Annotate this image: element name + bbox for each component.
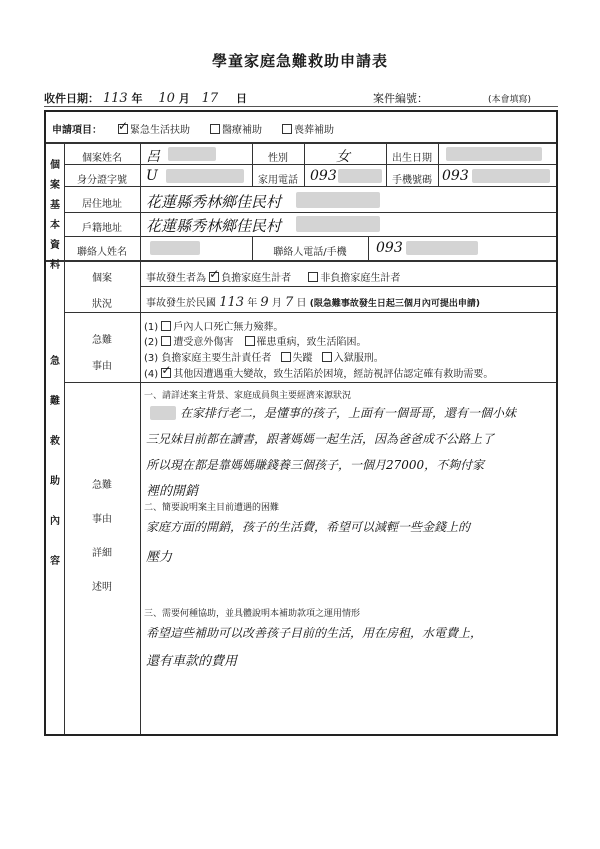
- role-option-label: 非負擔家庭生計者: [320, 273, 401, 284]
- id-label: 身分證字號: [77, 175, 127, 186]
- receipt-month-unit: 月: [178, 92, 190, 105]
- form-title: 學童家庭急難救助申請表: [211, 52, 388, 70]
- detail-2-line-1: 家庭方面的開銷，孩子的生活費，希望可以減輕一些金錢上的: [146, 520, 471, 534]
- application-form: [44, 110, 558, 736]
- reason-num: (3): [144, 353, 159, 364]
- redacted-name: [168, 147, 216, 161]
- detail-label-4: 述明: [92, 582, 112, 593]
- checkbox-checked-icon[interactable]: [209, 272, 219, 282]
- checkbox-icon[interactable]: [281, 352, 291, 362]
- reason-item-1: [144, 318, 283, 333]
- status-role-prefix: 事故發生者為: [146, 273, 206, 284]
- redacted-subject-name: [150, 406, 176, 420]
- apply-items-label: 申請項目：: [52, 125, 102, 136]
- reason-option-label: 戶內人口死亡無力殮葬。: [173, 322, 284, 333]
- apply-option-label: 緊急生活扶助: [130, 125, 190, 136]
- role-option-label: 負擔家庭生計者: [221, 273, 292, 284]
- checkbox-checked-icon[interactable]: [161, 368, 171, 378]
- receipt-date-label: 收件日期：: [44, 92, 99, 105]
- checkbox-icon[interactable]: [210, 124, 220, 134]
- apply-option-funeral[interactable]: [282, 121, 334, 136]
- apply-option-label: 醫療補助: [222, 125, 262, 136]
- incident-day-unit: 日: [296, 298, 307, 309]
- redacted-address: [296, 192, 380, 208]
- contact-phone-label: 聯絡人電話/手機: [273, 247, 347, 258]
- home-phone-value: 093: [310, 168, 337, 184]
- reason-label-b: 事由: [92, 361, 112, 372]
- checkbox-icon[interactable]: [282, 124, 292, 134]
- detail-section-2-heading: 二、簡要說明案主目前遭遇的困難: [144, 503, 280, 513]
- mobile-value: 093: [442, 168, 469, 184]
- receipt-year: 113: [102, 91, 128, 106]
- address-label: 居住地址: [82, 199, 122, 210]
- incident-year: 113: [219, 295, 245, 310]
- reason-item-3: [144, 349, 384, 364]
- apply-option-label: 喪葬補助: [294, 125, 334, 136]
- home-phone-label: 家用電話: [258, 175, 298, 186]
- redacted-contact-name: [150, 241, 200, 255]
- incident-date-prefix: 事故發生於民國: [146, 298, 216, 309]
- receipt-day: 17: [201, 91, 219, 106]
- reason-item-4: [144, 365, 493, 380]
- registered-address-value: 花蓮縣秀林鄉佳民村: [146, 217, 282, 235]
- detail-3-line-1: 希望這些補助可以改善孩子目前的生活，用在房租，水電費上，: [146, 626, 483, 640]
- redacted-phone: [338, 169, 382, 183]
- reason-num: (1): [144, 322, 159, 333]
- redacted-birth: [446, 147, 542, 161]
- gender-label: 性別: [268, 153, 288, 164]
- detail-section-1-heading: 一、請詳述案主背景、家庭成員與主要經濟來源狀況: [144, 391, 352, 401]
- detail-label-1: 急難: [92, 480, 112, 491]
- redacted-contact-phone: [406, 241, 478, 255]
- incident-day: 7: [285, 295, 294, 310]
- detail-1-line-1: 在家排行老二，是懂事的孩子，上面有一個哥哥，還有一個小妹: [180, 406, 517, 420]
- incident-month-unit: 月: [271, 298, 282, 309]
- reason-option-label: 罹患重病，致生活陷困。: [256, 337, 367, 348]
- reason-prefix: 負擔家庭主要生計責任者: [161, 353, 272, 364]
- reason-option[interactable]: [161, 369, 493, 380]
- address-value: 花蓮縣秀林鄉佳民村: [146, 193, 282, 211]
- contact-name-label: 聯絡人姓名: [77, 247, 127, 258]
- checkbox-icon[interactable]: [161, 336, 171, 346]
- incident-year-unit: 年: [247, 298, 258, 309]
- detail-1-line-2: 三兄妹目前都在讀書，跟著媽媽一起生活，因為爸爸成不公路上了: [146, 432, 495, 446]
- status-label-b: 狀況: [92, 299, 112, 310]
- redacted-registered-address: [296, 216, 380, 232]
- role-option-breadwinner[interactable]: [209, 273, 291, 284]
- incident-month: 9: [260, 295, 269, 310]
- reason-option[interactable]: [161, 337, 233, 348]
- detail-1-line-4: 裡的開銷: [146, 484, 199, 499]
- status-role-row: [146, 269, 400, 284]
- case-number-note: (本會填寫): [488, 95, 532, 105]
- apply-option-medical[interactable]: [210, 121, 262, 136]
- name-label: 個案姓名: [82, 153, 122, 164]
- receipt-day-unit: 日: [235, 92, 247, 105]
- reason-option-label: 其他因遭遇重大變故，致生活陷於困境，經訪視評估認定確有救助需要。: [173, 369, 494, 380]
- checkbox-icon[interactable]: [308, 272, 318, 282]
- detail-label-3: 詳細: [92, 548, 112, 559]
- role-option-non-breadwinner[interactable]: [308, 273, 400, 284]
- redacted-mobile: [472, 169, 550, 183]
- reason-option[interactable]: [322, 353, 384, 364]
- detail-section-3-heading: 三、需要何種協助，並具體說明本補助款項之運用情形: [144, 609, 361, 619]
- checkbox-icon[interactable]: [245, 336, 255, 346]
- reason-num: (2): [144, 337, 159, 348]
- redacted-id: [166, 169, 244, 183]
- gender-value: 女: [336, 149, 350, 165]
- case-number-label: 案件編號：: [373, 92, 428, 105]
- registered-address-label: 戶籍地址: [82, 223, 122, 234]
- detail-2-line-2: 壓力: [146, 550, 173, 565]
- reason-option-label: 入獄服刑。: [333, 353, 384, 364]
- checkbox-checked-icon[interactable]: [118, 124, 128, 134]
- detail-1-line-3: 所以現在都是靠媽媽賺錢養三個孩子，一個月27000，不夠付家: [146, 458, 485, 472]
- receipt-month: 10: [158, 91, 175, 106]
- reason-item-2: [144, 333, 367, 348]
- incident-date-row: [146, 294, 480, 310]
- checkbox-icon[interactable]: [161, 321, 171, 331]
- name-value: 呂: [146, 149, 160, 165]
- detail-label-2: 事由: [92, 514, 112, 525]
- detail-3-line-2: 還有車款的費用: [146, 654, 238, 669]
- birth-label: 出生日期: [392, 153, 432, 164]
- contact-phone-value: 093: [376, 240, 403, 256]
- apply-option-emergency[interactable]: [118, 121, 190, 136]
- receipt-date: [44, 90, 247, 106]
- reason-option[interactable]: [245, 337, 367, 348]
- checkbox-icon[interactable]: [322, 352, 332, 362]
- incident-date-note: (限急難事故發生日起三個月內可提出申請): [309, 299, 480, 309]
- status-label-a: 個案: [92, 273, 112, 284]
- mobile-label: 手機號碼: [392, 175, 432, 186]
- section-basic-label: 個 案 基 本 資 料: [50, 160, 60, 271]
- section-reason-label: 急 難 救 助 內 容: [50, 356, 60, 567]
- reason-num: (4): [144, 369, 159, 380]
- receipt-year-unit: 年: [131, 92, 143, 105]
- reason-option[interactable]: [281, 353, 313, 364]
- reason-label-a: 急難: [92, 335, 112, 346]
- id-value: U: [146, 168, 158, 184]
- reason-option-label: 失蹤: [292, 353, 313, 364]
- reason-option[interactable]: [161, 322, 283, 333]
- reason-option-label: 遭受意外傷害: [173, 337, 234, 348]
